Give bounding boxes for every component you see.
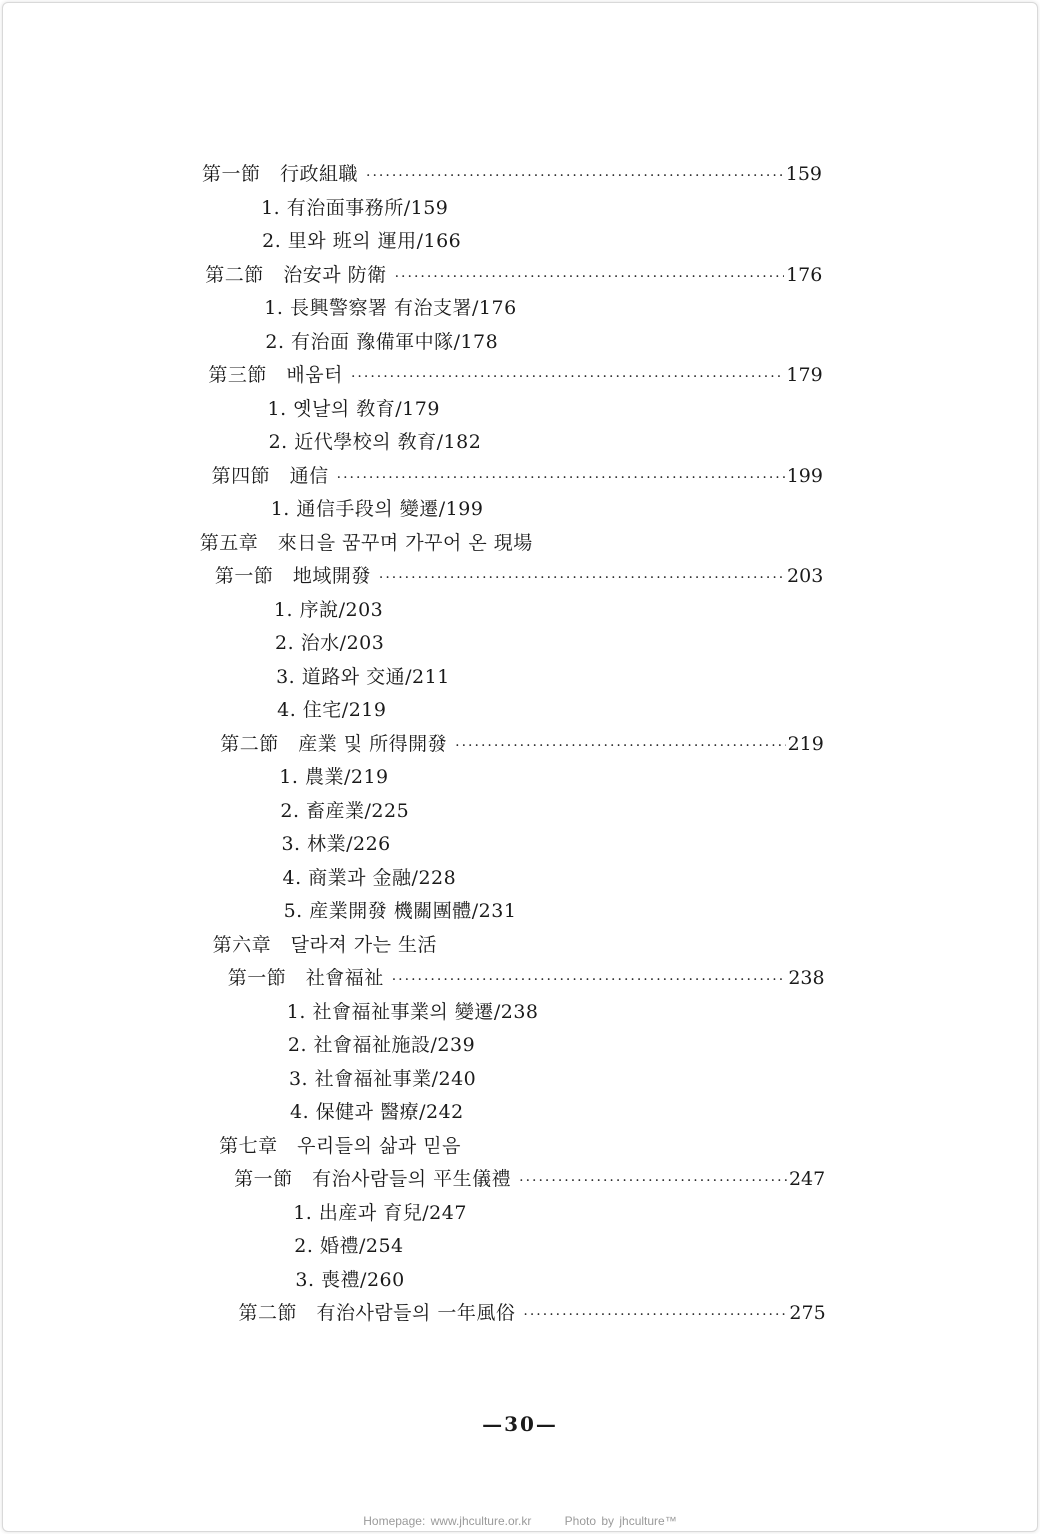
toc-item	[293, 1199, 467, 1227]
toc-item	[262, 227, 461, 255]
toc-item	[280, 797, 409, 825]
toc-item-label: 1. 出産과 育兒/247	[293, 1201, 467, 1224]
toc-section-label: 第二節 治安과 防衛	[205, 263, 387, 286]
toc-chapter-label: 第五章 來日을 꿈꾸며 가꾸어 온 現場	[199, 531, 533, 554]
toc-section-label: 第一節 社會福祉	[227, 967, 384, 989]
toc-section-label: 第一節 地域開發	[214, 565, 371, 587]
toc-item-label: 2. 社會福祉施設/239	[287, 1034, 476, 1056]
toc-item	[268, 395, 440, 423]
toc-leader-dots	[351, 363, 784, 391]
toc-leader-dots	[392, 966, 787, 994]
toc-item	[264, 294, 516, 322]
toc-item-label: 2. 畜産業/225	[280, 799, 410, 822]
toc-item	[279, 763, 388, 791]
toc-chapter	[200, 529, 533, 557]
toc-item	[289, 1065, 476, 1093]
toc-item-label: 1. 옛날의 敎育/179	[267, 397, 440, 420]
toc-item-label: 4. 保健과 醫療/242	[290, 1101, 464, 1123]
toc-section	[205, 261, 822, 289]
toc-item-label: 3. 林業/226	[281, 833, 391, 855]
toc-item-label: 3. 喪禮/260	[295, 1268, 405, 1291]
toc-item-label: 2. 治水/203	[275, 632, 385, 654]
toc-item-label: 2. 婚禮/254	[294, 1235, 404, 1257]
toc-item-label: 1. 序說/203	[273, 598, 384, 621]
toc-item	[281, 830, 390, 858]
toc-item	[274, 596, 383, 624]
toc-section	[228, 964, 825, 992]
toc-item-label: 2. 有治面 豫備軍中隊/178	[265, 330, 499, 353]
toc-section	[238, 1299, 825, 1327]
toc-page-number: 247	[788, 1168, 826, 1190]
toc-chapter-label: 第七章 우리들의 삶과 믿음	[219, 1134, 461, 1157]
toc-item-label: 3. 社會福祉事業/240	[288, 1067, 477, 1090]
toc-leader-dots	[523, 1301, 787, 1329]
toc-item-label: 1. 農業/219	[279, 766, 389, 788]
toc-chapter-label: 第六章 달라져 가는 生活	[212, 933, 437, 956]
toc-section-label: 第二節 有治사람들의 一年風俗	[238, 1302, 516, 1324]
toc-item	[287, 998, 539, 1026]
toc-page-number: 176	[786, 263, 823, 286]
toc-item	[295, 1266, 404, 1294]
toc-leader-dots	[379, 564, 785, 592]
toc-page-number: 179	[786, 364, 823, 386]
toc-page-number: 219	[787, 732, 824, 755]
toc-item	[275, 629, 384, 657]
toc-page-number: 275	[789, 1302, 826, 1324]
toc-item	[271, 495, 484, 523]
toc-item-label: 1. 有治面事務所/159	[261, 196, 449, 219]
toc-section-label: 第二節 産業 및 所得開發	[220, 732, 448, 755]
toc-item-label: 3. 道路와 交通/211	[276, 665, 450, 688]
toc-section	[212, 462, 823, 490]
toc-item-label: 5. 産業開發 機關團體/231	[283, 900, 517, 922]
toc-item	[294, 1232, 403, 1260]
toc-leader-dots	[455, 732, 785, 760]
toc-page-number: 199	[786, 464, 823, 487]
toc-item	[284, 897, 517, 925]
toc-section-label: 第一節 行政組職	[202, 163, 359, 185]
footer	[0, 1514, 1040, 1528]
toc-section	[220, 730, 824, 758]
toc-item-label: 4. 住宅/219	[277, 699, 387, 721]
toc-section-label: 第一節 有治사람들의 平生儀禮	[234, 1168, 512, 1190]
toc-section-label: 第三節 배움터	[208, 364, 343, 386]
toc-item-label: 1. 通信手段의 變遷/199	[270, 498, 484, 520]
toc-item	[288, 1031, 475, 1059]
toc-item-label: 4. 商業과 金融/228	[282, 866, 457, 889]
toc-item	[269, 428, 482, 456]
toc-section-label: 第四節 通信	[211, 464, 329, 487]
toc-item-label: 2. 里와 班의 運用/166	[262, 230, 462, 252]
toc-section	[208, 361, 822, 389]
toc-section	[202, 160, 822, 188]
toc-item-label: 2. 近代學校의 敎育/182	[268, 431, 482, 453]
toc-item	[277, 696, 386, 724]
toc-section	[234, 1165, 825, 1193]
toc-leader-dots	[519, 1167, 787, 1195]
toc-item	[283, 864, 457, 892]
toc-page-number: 238	[788, 967, 825, 989]
page-number: —30—	[482, 1412, 558, 1436]
toc-item	[276, 663, 450, 691]
toc-page-number: 203	[787, 565, 824, 587]
toc-leader-dots	[366, 162, 784, 190]
toc-leader-dots	[395, 263, 784, 291]
footer-homepage: Homepage: www.jhculture.or.kr	[363, 1514, 532, 1528]
toc-item	[265, 328, 498, 356]
footer-photo-credit: Photo by jhculture™	[564, 1514, 677, 1528]
toc-item	[290, 1098, 464, 1126]
toc-page-number: 159	[785, 163, 822, 185]
toc-leader-dots	[337, 464, 785, 492]
toc-item-label: 1. 社會福祉事業의 變遷/238	[286, 1000, 539, 1023]
toc-item	[261, 194, 448, 222]
toc-chapter	[219, 1132, 461, 1160]
toc-chapter	[213, 931, 437, 959]
toc-item-label: 1. 長興警察署 有治支署/176	[264, 297, 517, 319]
toc-section	[215, 562, 823, 590]
